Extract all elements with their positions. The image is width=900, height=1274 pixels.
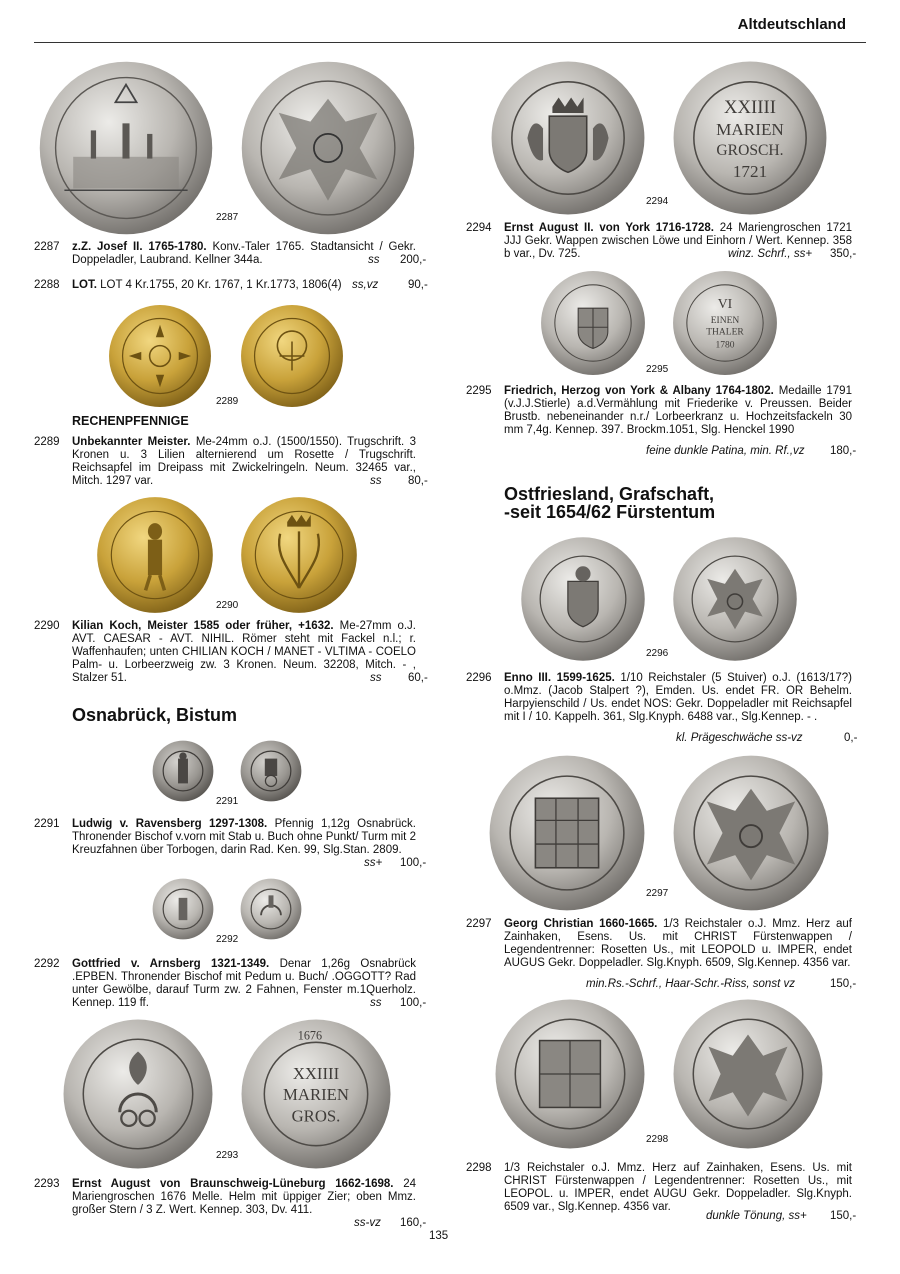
coin-2298-reverse — [672, 998, 824, 1150]
page-number: 135 — [429, 1230, 449, 1242]
coin-2291-reverse — [240, 740, 302, 802]
lot-number: 2295 — [466, 385, 492, 397]
section-rechenpfennige: RECHENPFENNIGE — [72, 414, 189, 428]
lot-description: Me-24mm o.J. (1500/1550). Trugschrift. 3 Kronen u. 3 Lilien alternierend um Rosette / Trugschrift. Reichsapfel im Dreipass mit Zwickelringeln. Neum. 32465 var., Mitch. 1297 var. — [72, 436, 416, 487]
coin-2294-text-4: 1721 — [732, 162, 768, 181]
lot-number: 2289 — [34, 436, 60, 448]
lot-2293 — [34, 1178, 430, 1232]
lot-2295 — [466, 385, 866, 465]
lot-description: Konv.-Taler 1765. Stadtansicht / Gekr. Doppeladler, Laubrand. Kellner 344a. — [72, 241, 416, 266]
lot-number: 2293 — [34, 1178, 60, 1190]
lot-grade: ss — [370, 672, 382, 684]
lot-description: LOT 4 Kr.1755, 20 Kr. 1767, 1 Kr.1773, 1806(4) — [96, 279, 342, 291]
lot-price: 150,- — [830, 978, 857, 990]
lot-2290 — [34, 620, 430, 688]
lot-description: Me-27mm o.J. AVT. CAESAR - AVT. NIHIL. Römer steht mit Fackel n.l.; r. Waffenhaufen; unten CHILIAN KOCH / MANET - VLTIMA - COELO Palm- u. Lorbeerzweig zw. 3 Kronen. Neum. 32208, Mitch. - , Stalzer 51. — [72, 620, 416, 684]
coin-2287-reverse — [240, 60, 416, 236]
coin-label-2287: 2287 — [216, 212, 239, 223]
lot-description: 1/3 Reichstaler o.J. Mmz. Herz auf Zainhaken, Esens. Us. mit CHRIST Fürstenwappen / Legendentrenner: Rosetten Us., mit LEOPOLD u. IMPER, endet AUGUS Gekr. Doppeladler. Slg.Knyph. 6509, Slg.Kennep. 4356 var. — [504, 918, 852, 969]
lot-grade: ss — [368, 254, 380, 266]
lot-price: 80,- — [408, 475, 428, 487]
coin-2293-reverse — [240, 1018, 392, 1170]
coin-2295-text-1: VI — [717, 296, 733, 312]
lot-2288 — [34, 279, 430, 293]
lot-price: 160,- — [400, 1217, 427, 1229]
lot-title: Ernst August von Braunschweig-Lüneburg 1662-1698. — [72, 1178, 394, 1190]
coin-2297-reverse — [672, 754, 830, 912]
coin-2291-obverse — [152, 740, 214, 802]
lot-title: Georg Christian 1660-1665. — [504, 918, 658, 930]
lot-description: 1/10 Reichstaler (5 Stuiver) o.J. (1613/17?) o.Mmz. (Jacob Stalpert ?), Emden. Us. endet FR. OR Behelm. Harpyienschild / Us. endet NOS: Gekr. Doppeladler mit Reichsapfel mit I / 10. Kappelh. 361, Slg.Knyph. 6488 var., Slg.Kennep. - . — [504, 672, 852, 723]
lot-grade: dunkle Tönung, ss+ — [706, 1210, 807, 1222]
lot-price: 100,- — [400, 857, 427, 869]
lot-grade: ss-vz — [354, 1217, 381, 1229]
section-ostfriesland-line2: -seit 1654/62 Fürstentum — [504, 502, 716, 522]
coin-label-2294: 2294 — [646, 196, 669, 207]
lot-grade: kl. Prägeschwäche ss-vz — [676, 732, 803, 744]
lot-title: Kilian Koch, Meister 1585 oder früher, +1632. — [72, 620, 334, 632]
coin-2294-text-1: XXIIII — [724, 97, 776, 119]
lot-price: 200,- — [400, 254, 427, 266]
coin-2295-text-3: THALER — [706, 327, 744, 338]
lot-price: 150,- — [830, 1210, 857, 1222]
coin-label-2289: 2289 — [216, 396, 239, 407]
coin-2289-obverse — [108, 304, 212, 408]
lot-2296 — [466, 672, 866, 752]
coin-2290-obverse — [96, 496, 214, 614]
coin-label-2297: 2297 — [646, 888, 669, 899]
section-ostfriesland-line1: Ostfriesland, Grafschaft, — [504, 484, 715, 504]
lot-price: 350,- — [830, 248, 857, 260]
coin-2293-obverse — [62, 1018, 214, 1170]
lot-title: Enno III. 1599-1625. — [504, 672, 615, 684]
lot-price: 60,- — [408, 672, 428, 684]
coin-label-2295: 2295 — [646, 364, 669, 375]
lot-2294 — [466, 222, 866, 264]
coin-2294-reverse — [672, 60, 828, 216]
coin-label-2298: 2298 — [646, 1134, 669, 1145]
coin-label-2293: 2293 — [216, 1150, 239, 1161]
lot-title: z.Z. Josef II. 1765-1780. — [72, 241, 207, 253]
coin-2289-reverse — [240, 304, 344, 408]
header-rule — [34, 42, 866, 43]
coin-2296-obverse — [520, 536, 646, 662]
lot-2297 — [466, 918, 866, 998]
coin-2292-obverse — [152, 878, 214, 940]
lot-number: 2292 — [34, 958, 60, 970]
lot-grade: ss+ — [364, 857, 383, 869]
lot-title: Friedrich, Herzog von York & Albany 1764-1802. — [504, 385, 774, 397]
lot-2291 — [34, 818, 430, 872]
section-osnabrueck: Osnabrück, Bistum — [72, 705, 238, 725]
coin-2294-text-2: MARIEN — [716, 119, 784, 139]
lot-2298 — [466, 1162, 866, 1230]
coin-2292-reverse — [240, 878, 302, 940]
lot-price: 0,- — [844, 732, 858, 744]
coin-2293-legend: 1676 — [297, 1028, 323, 1043]
lot-2292 — [34, 958, 430, 1012]
coin-2295-reverse — [672, 270, 778, 376]
lot-grade: min.Rs.-Schrf., Haar-Schr.-Riss, sonst vz — [586, 978, 795, 990]
coin-label-2292: 2292 — [216, 934, 239, 945]
lot-price: 100,- — [400, 997, 427, 1009]
lot-description: 24 Mariengroschen 1676 Melle. Helm mit üppiger Zier; oben Mmz. großer Stern / 3 Z. Wert. Kennep. 303, Dv. 411. — [72, 1178, 416, 1216]
lot-number: 2294 — [466, 222, 492, 234]
lot-description: Pfennig 1,12g Osnabrück. Thronender Bischof v.vorn mit Stab u. Buch ohne Punkt/ Turm mit 2 Kreuzfahnen über Torbogen, darin Rad. Ken. 99, Slg.Stan. 2809. — [72, 818, 416, 856]
lot-title: Ernst August II. von York 1716-1728. — [504, 222, 714, 234]
lot-number: 2291 — [34, 818, 60, 830]
lot-2289 — [34, 436, 430, 490]
coin-2287-obverse — [38, 60, 214, 236]
lot-description: 1/3 Reichstaler o.J. Mmz. Herz auf Zainhaken, Esens. Us. mit CHRIST Fürstenwappen / Legendentrenner: Rosetten Us., mit LEOPOL. u. IMPER, endet AUGU Gekr. Doppeladler. Slg.Knyph. 6509 var., Slg.Kennep. 4356 var. — [504, 1162, 852, 1213]
lot-grade: feine dunkle Patina, min. Rf.,vz — [646, 445, 805, 457]
coin-2294-obverse — [490, 60, 646, 216]
lot-grade: ss,vz — [352, 279, 379, 291]
coin-label-2291: 2291 — [216, 796, 239, 807]
lot-grade: ss — [370, 475, 382, 487]
lot-price: 90,- — [408, 279, 428, 291]
lot-number: 2287 — [34, 241, 60, 253]
coin-label-2290: 2290 — [216, 600, 239, 611]
lot-number: 2296 — [466, 672, 492, 684]
lot-price: 180,- — [830, 445, 857, 457]
lot-2287 — [34, 241, 430, 269]
lot-title: LOT. — [72, 279, 97, 291]
lot-description: 24 Mariengroschen 1721 JJJ Gekr. Wappen zwischen Löwe und Einhorn / Wert. Kennep. 358 b var., Dv. 725. — [504, 222, 852, 260]
lot-title: Unbekannter Meister. — [72, 436, 191, 448]
coin-2290-reverse — [240, 496, 358, 614]
lot-grade: winz. Schrf., ss+ — [728, 248, 813, 260]
coin-2293-text-2: MARIEN — [283, 1085, 349, 1105]
lot-number: 2298 — [466, 1162, 492, 1174]
coin-2296-reverse — [672, 536, 798, 662]
lot-number: 2297 — [466, 918, 492, 930]
lot-title: Ludwig v. Ravensberg 1297-1308. — [72, 818, 268, 830]
lot-grade: ss — [370, 997, 382, 1009]
coin-2298-obverse — [494, 998, 646, 1150]
coin-2295-obverse — [540, 270, 646, 376]
coin-2293-text-3: GROS. — [291, 1106, 341, 1126]
coin-2295-text-2: EINEN — [710, 316, 740, 326]
lot-description: Denar 1,26g Osnabrück .EPBEN. Thronender Bischof mit Pedum u. Buch/ .OGGOTT? Rad unter Gewölbe, darauf Turm zw. 2 Fahnen, Fenster m.1Querholz. Kennep. 119 ff. — [72, 958, 416, 1009]
coin-2297-obverse — [488, 754, 646, 912]
lot-description: Medaille 1791 (v.J.J.Stierle) a.d.Vermählung mit Friederike v. Preussen. Beider Brustb. nebeneinander n.r./ Lorbeerkranz u. Hochzeitsfackeln 30 mm 7,4g. Kennep. 397. Brockm.1051, Slg. Henckel 1990 — [504, 385, 852, 436]
coin-2293-text-1: XXIIII — [292, 1063, 340, 1083]
coin-label-2296: 2296 — [646, 648, 669, 659]
lot-number: 2290 — [34, 620, 60, 632]
lot-title: Gottfried v. Arnsberg 1321-1349. — [72, 958, 270, 970]
lot-number: 2288 — [34, 279, 60, 291]
coin-2294-text-3: GROSCH. — [716, 142, 784, 160]
coin-2295-text-4: 1780 — [715, 340, 735, 351]
page-header-title: Altdeutschland — [737, 16, 846, 33]
